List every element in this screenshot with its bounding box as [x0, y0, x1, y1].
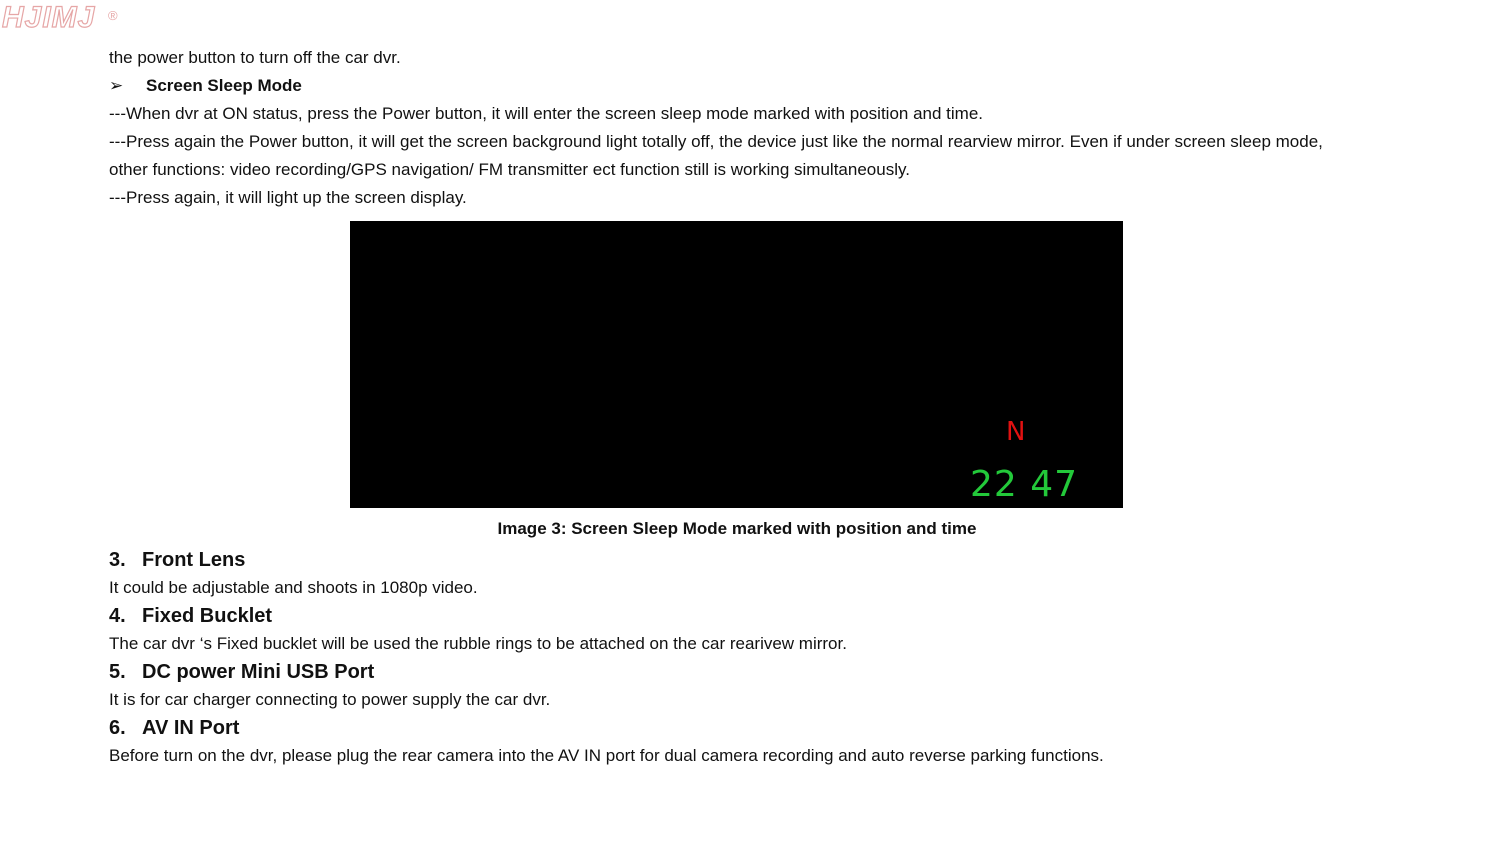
- section-body: It is for car charger connecting to power supply the car dvr.: [109, 690, 551, 709]
- paragraph-sleep-wake: ---Press again, it will light up the screen display.: [109, 188, 467, 207]
- section-fixed-bucklet: [109, 602, 1399, 658]
- bullet-title: Screen Sleep Mode: [146, 76, 302, 95]
- section-title: AV IN Port: [142, 716, 240, 739]
- section-body: Before turn on the dvr, please plug the rear camera into the AV IN port for dual camera recording and auto reverse parking functions.: [109, 746, 1104, 765]
- section-av-in: [109, 714, 1399, 770]
- section-heading: [109, 658, 1399, 686]
- logo-text: HJIMJ: [2, 1, 96, 34]
- section-number: 3.: [109, 548, 126, 571]
- clock-time: 22 47: [970, 464, 1079, 505]
- brand-logo: [2, 0, 119, 36]
- registered-mark: ®: [108, 8, 119, 23]
- section-body: The car dvr ‘s Fixed bucklet will be used the rubble rings to be attached on the car rearivew mirror.: [109, 634, 847, 653]
- section-number: 5.: [109, 660, 126, 683]
- paragraph-sleep-functions: other functions: video recording/GPS navigation/ FM transmitter ect function still is working simultaneously.: [109, 160, 910, 179]
- bullet-heading: [109, 72, 1399, 100]
- section-heading: [109, 602, 1399, 630]
- compass-direction: N: [1006, 417, 1026, 447]
- paragraph-sleep-enter: ---When dvr at ON status, press the Power button, it will enter the screen sleep mode marked with position and time.: [109, 104, 983, 123]
- section-body: It could be adjustable and shoots in 1080p video.: [109, 578, 478, 597]
- section-title: Front Lens: [142, 548, 246, 571]
- document-body-sections: [109, 546, 1399, 770]
- document-body-top: [109, 44, 1399, 212]
- paragraph-sleep-off: ---Press again the Power button, it will get the screen background light totally off, the device just like the normal rearview mirror. Even if under screen sleep mode,: [109, 132, 1323, 151]
- section-title: Fixed Bucklet: [142, 604, 273, 627]
- section-number: 4.: [109, 604, 126, 627]
- paragraph-power-off: the power button to turn off the car dvr.: [109, 48, 401, 67]
- section-front-lens: [109, 546, 1399, 602]
- section-heading: [109, 546, 1399, 574]
- section-heading: [109, 714, 1399, 742]
- section-dc-power: [109, 658, 1399, 714]
- sleep-mode-screen-image: [350, 221, 1123, 508]
- arrow-bullet-icon: ➢: [109, 76, 124, 95]
- section-number: 6.: [109, 716, 126, 739]
- section-title: DC power Mini USB Port: [142, 660, 375, 683]
- figure-caption: Image 3: Screen Sleep Mode marked with position and time: [497, 519, 977, 538]
